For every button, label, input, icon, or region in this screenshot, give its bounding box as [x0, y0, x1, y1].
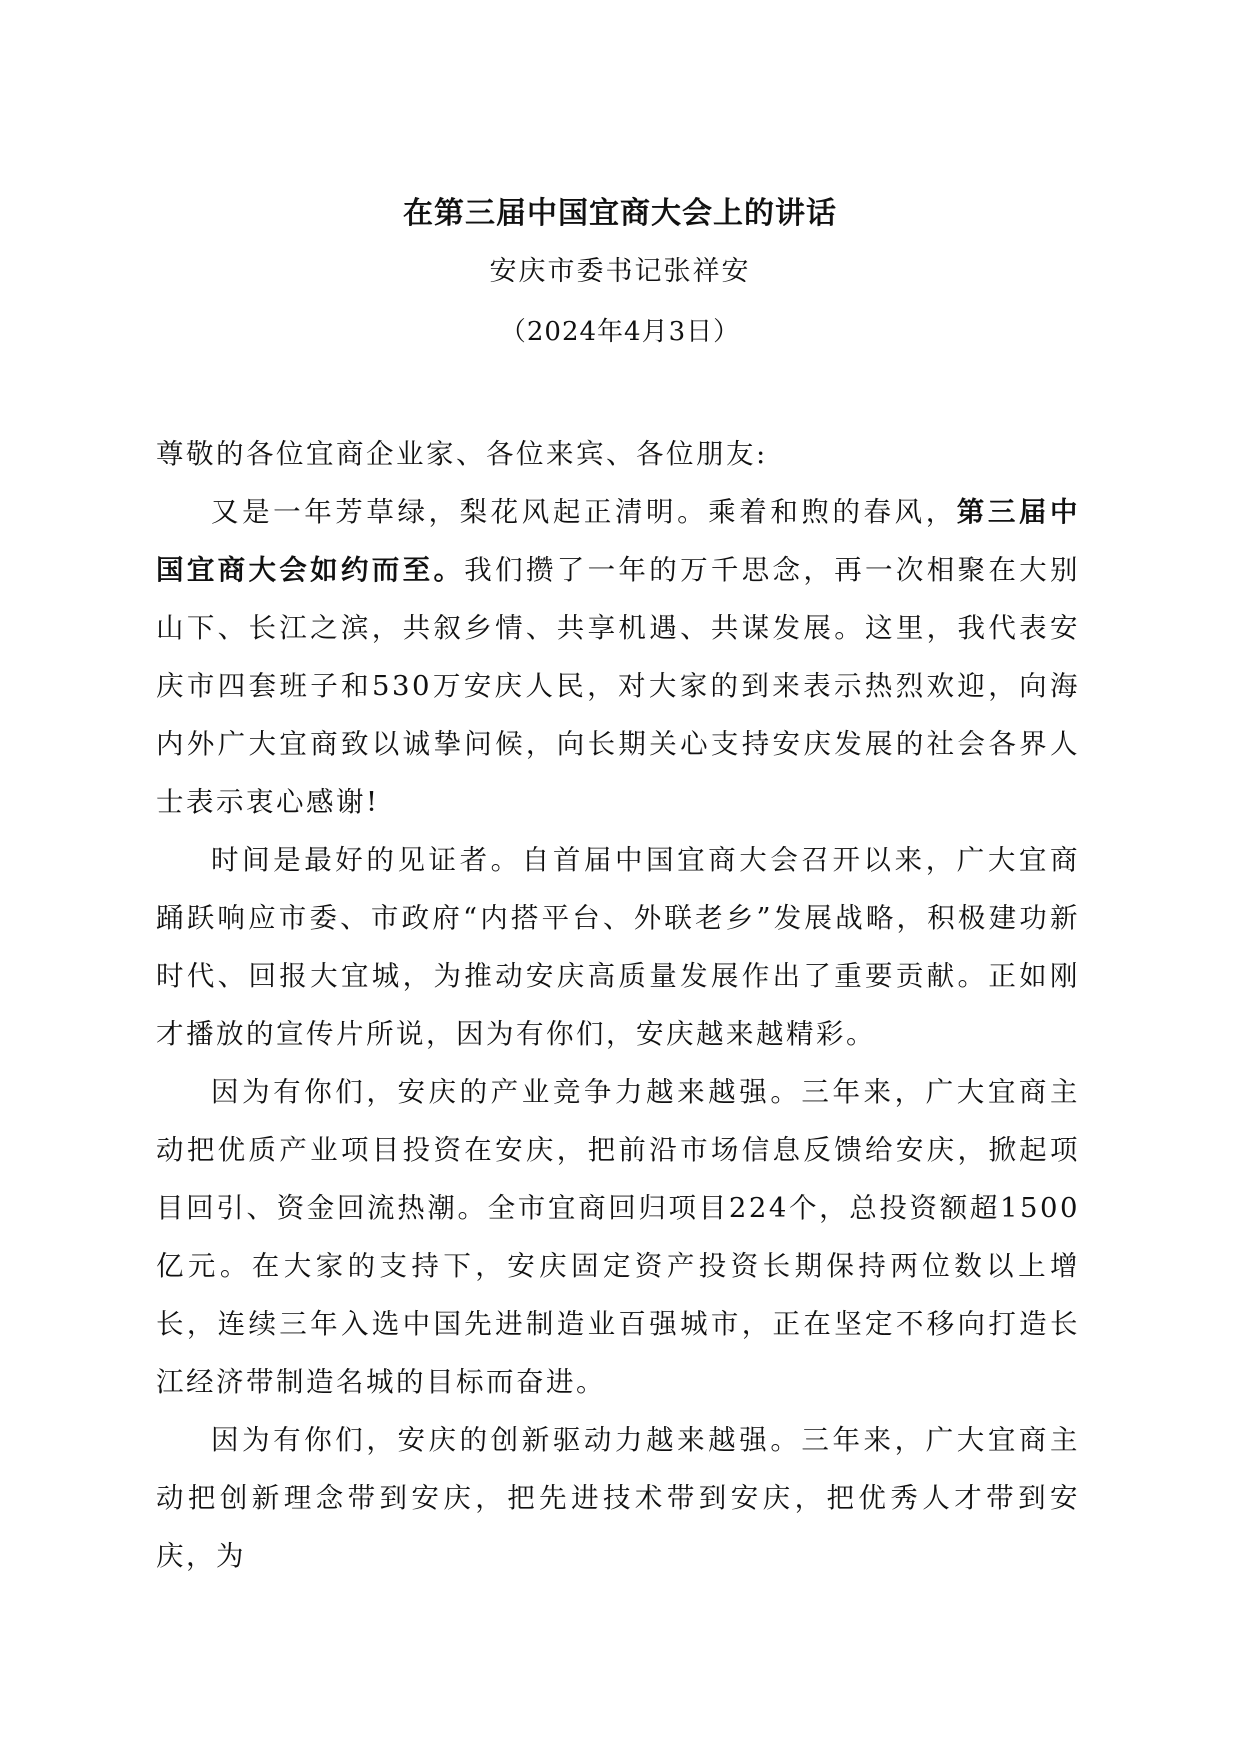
author-line: 安庆市委书记张祥安	[489, 256, 751, 287]
paragraph-2: 时间是最好的见证者。自首届中国宜商大会召开以来，广大宜商踊跃响应市委、市政府“内搭平台、外联老乡”发展战略，积极建功新时代、回报大宜城，为推动安庆高质量发展作出了重要贡献。正如刚才播放的宣传片所说，因为有你们，安庆越来越精彩。	[156, 844, 1080, 1050]
salutation: 尊敬的各位宜商企业家、各位来宾、各位朋友:	[156, 438, 768, 470]
document-title: 在第三届中国宜商大会上的讲话	[403, 196, 837, 231]
speech-date: （2024年4月3日）	[499, 317, 741, 347]
paragraph-1-rest: 我们攒了一年的万千思念，再一次相聚在大别山下、长江之滨，共叙乡情、共享机遇、共谋发展。这里，我代表安庆市四套班子和530万安庆人民，对大家的到来表示热烈欢迎，向海内外广大宜商致以诚挚问候，向长期关心支持安庆发展的社会各界人士表示衷心感谢!	[156, 554, 1081, 818]
document-body	[156, 425, 1080, 1585]
paragraph-1-lead: 又是一年芳草绿，梨花风起正清明。乘着和煦的春风，	[211, 496, 957, 528]
paragraph-4: 因为有你们，安庆的创新驱动力越来越强。三年来，广大宜商主动把创新理念带到安庆，把先进技术带到安庆，把优秀人才带到安庆，为	[156, 1424, 1080, 1572]
paragraph-1-bold-phrase: 第三届中国宜商大会如约而至。	[156, 496, 1081, 586]
paragraph-3: 因为有你们，安庆的产业竞争力越来越强。三年来，广大宜商主动把优质产业项目投资在安庆，把前沿市场信息反馈给安庆，掀起项目回引、资金回流热潮。全市宜商回归项目224个，总投资额超1500亿元。在大家的支持下，安庆固定资产投资长期保持两位数以上增长，连续三年入选中国先进制造业百强城市，正在坚定不移向打造长江经济带制造名城的目标而奋进。	[156, 1076, 1080, 1398]
paragraph-1	[156, 483, 1080, 831]
